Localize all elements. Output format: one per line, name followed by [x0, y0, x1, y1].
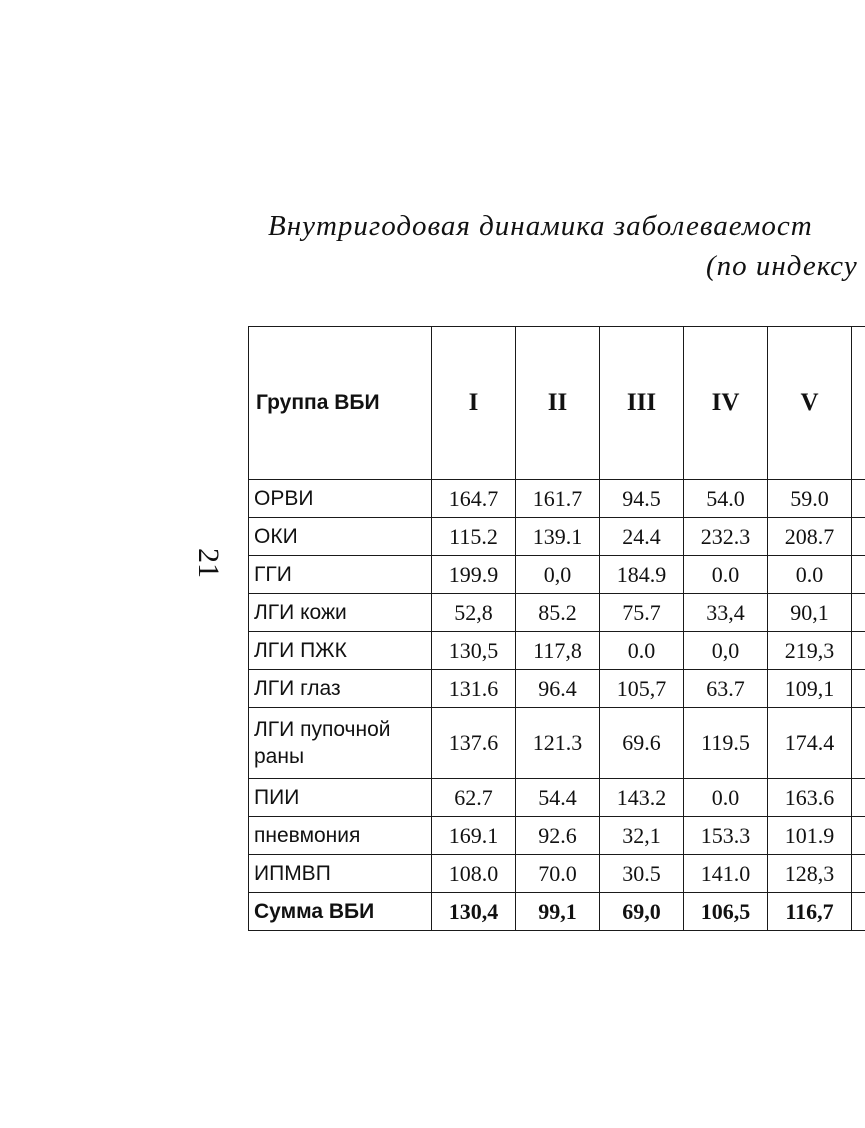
row-name: ИПМВП — [249, 855, 432, 893]
row-value: 208.7 — [768, 518, 852, 556]
row-value: 105,7 — [600, 670, 684, 708]
row-value: 116,7 — [768, 893, 852, 931]
row-value: 63.7 — [684, 670, 768, 708]
table-row — [249, 817, 865, 855]
header-month-3: III — [600, 327, 684, 480]
row-cut-cell — [852, 480, 865, 518]
row-value: 141.0 — [684, 855, 768, 893]
row-value: 33,4 — [684, 594, 768, 632]
header-month-4: IV — [684, 327, 768, 480]
row-name: ЛГИ ПЖК — [249, 632, 432, 670]
table-total-row — [249, 893, 865, 931]
row-value: 24.4 — [600, 518, 684, 556]
row-value: 108.0 — [432, 855, 516, 893]
row-value: 59.0 — [768, 480, 852, 518]
row-value: 130,5 — [432, 632, 516, 670]
table-row — [249, 779, 865, 817]
row-value: 161.7 — [516, 480, 600, 518]
row-value: 153.3 — [684, 817, 768, 855]
row-value: 0,0 — [516, 556, 600, 594]
row-value: 131.6 — [432, 670, 516, 708]
table-title-line-1: Внутригодовая динамика заболеваемост — [268, 210, 813, 242]
row-value: 121.3 — [516, 708, 600, 779]
row-value: 184.9 — [600, 556, 684, 594]
row-value: 117,8 — [516, 632, 600, 670]
row-value: 139.1 — [516, 518, 600, 556]
row-value: 0.0 — [768, 556, 852, 594]
row-value: 69.6 — [600, 708, 684, 779]
row-name: ЛГИ кожи — [249, 594, 432, 632]
row-value: 96.4 — [516, 670, 600, 708]
row-name: ГГИ — [249, 556, 432, 594]
table-row — [249, 556, 865, 594]
table-row — [249, 480, 865, 518]
row-cut-cell — [852, 518, 865, 556]
row-value: 32,1 — [600, 817, 684, 855]
row-name: ЛГИ пупочной раны — [249, 708, 432, 779]
row-value: 0,0 — [684, 632, 768, 670]
row-name: ПИИ — [249, 779, 432, 817]
row-cut-cell — [852, 893, 865, 931]
header-month-1: I — [432, 327, 516, 480]
row-value: 109,1 — [768, 670, 852, 708]
row-value: 130,4 — [432, 893, 516, 931]
row-value: 90,1 — [768, 594, 852, 632]
page-number: 21 — [192, 548, 225, 578]
row-value: 54.0 — [684, 480, 768, 518]
header-cut-column — [852, 327, 865, 480]
row-cut-cell — [852, 779, 865, 817]
row-value: 164.7 — [432, 480, 516, 518]
table-row — [249, 708, 865, 779]
row-value: 0.0 — [684, 556, 768, 594]
row-value: 85.2 — [516, 594, 600, 632]
table-row — [249, 632, 865, 670]
header-month-5: V — [768, 327, 852, 480]
table-title-line-2: (по индексу — [706, 250, 858, 282]
row-value: 99,1 — [516, 893, 600, 931]
row-value: 52,8 — [432, 594, 516, 632]
row-value: 137.6 — [432, 708, 516, 779]
header-month-2: II — [516, 327, 600, 480]
table-row — [249, 855, 865, 893]
row-value: 232.3 — [684, 518, 768, 556]
row-cut-cell — [852, 632, 865, 670]
row-value: 69,0 — [600, 893, 684, 931]
row-value: 62.7 — [432, 779, 516, 817]
row-value: 0.0 — [600, 632, 684, 670]
incidence-table — [248, 326, 865, 931]
row-value: 143.2 — [600, 779, 684, 817]
row-value: 70.0 — [516, 855, 600, 893]
row-value: 163.6 — [768, 779, 852, 817]
row-cut-cell — [852, 855, 865, 893]
row-cut-cell — [852, 817, 865, 855]
row-value: 101.9 — [768, 817, 852, 855]
row-value: 54.4 — [516, 779, 600, 817]
row-name: ОРВИ — [249, 480, 432, 518]
row-cut-cell — [852, 670, 865, 708]
row-value: 92.6 — [516, 817, 600, 855]
table-header-row — [249, 327, 865, 480]
row-name: пневмония — [249, 817, 432, 855]
table-row — [249, 518, 865, 556]
row-value: 106,5 — [684, 893, 768, 931]
row-value: 199.9 — [432, 556, 516, 594]
header-group-label: Группа ВБИ — [249, 327, 432, 480]
row-value: 174.4 — [768, 708, 852, 779]
row-value: 94.5 — [600, 480, 684, 518]
row-cut-cell — [852, 556, 865, 594]
row-value: 219,3 — [768, 632, 852, 670]
row-name: Сумма ВБИ — [249, 893, 432, 931]
row-cut-cell — [852, 594, 865, 632]
row-value: 128,3 — [768, 855, 852, 893]
row-value: 169.1 — [432, 817, 516, 855]
table-row — [249, 670, 865, 708]
row-name: ЛГИ глаз — [249, 670, 432, 708]
row-cut-cell — [852, 708, 865, 779]
table-row — [249, 594, 865, 632]
row-value: 0.0 — [684, 779, 768, 817]
row-value: 75.7 — [600, 594, 684, 632]
row-value: 115.2 — [432, 518, 516, 556]
row-value: 30.5 — [600, 855, 684, 893]
row-value: 119.5 — [684, 708, 768, 779]
row-name: ОКИ — [249, 518, 432, 556]
